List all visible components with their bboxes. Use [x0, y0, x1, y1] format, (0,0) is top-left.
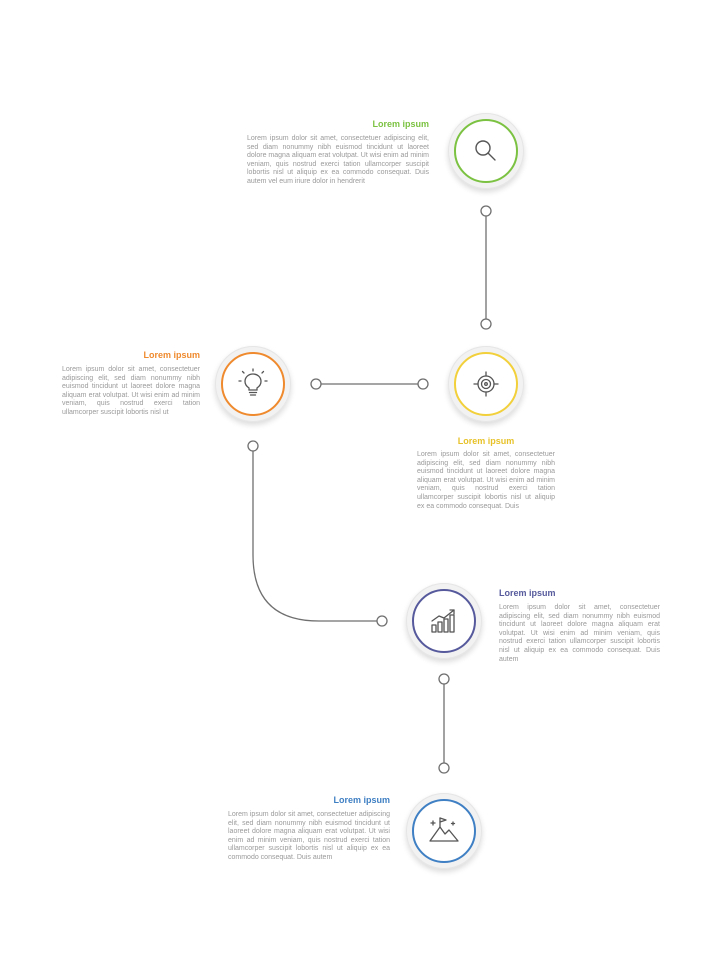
- step-1-node: [448, 113, 524, 189]
- connector-dot: [439, 763, 449, 773]
- step-5-description: Lorem ipsum dolor sit amet, consectetuer adipiscing elit, sed diam nonummy nibh euismod tincidunt ut laoreet dolore magna aliquam erat volutpat. Ut wisi enim ad minim veniam, quis nostrud exerci tation ullamcorper suscipit lobortis nisl ut aliquip ex ea commodo consequat. Duis autem: [228, 811, 390, 861]
- step-4-title: Lorem ipsum: [499, 588, 556, 598]
- step-2-node: [448, 346, 524, 422]
- step-1-title: Lorem ipsum: [372, 119, 429, 129]
- magnifier-icon: [469, 134, 503, 168]
- step-2-description: Lorem ipsum dolor sit amet, consectetuer adipiscing elit, sed diam nonummy nibh euismod tincidunt ut laoreet dolore magna aliquam erat volutpat. Ut wisi enim ad minim veniam, quis nostrud exerci tation ullamcorper suscipit lobortis nisl ut aliquip ex ea commodo consequat. Duis: [417, 451, 555, 510]
- connector-dot: [481, 319, 491, 329]
- step-4-description: Lorem ipsum dolor sit amet, consectetuer adipiscing elit, sed diam nonummy nibh euismod tincidunt ut laoreet dolore magna aliquam erat volutpat. Ut wisi enim ad minim veniam, quis nostrud exerci tation ullamcorper suscipit lobortis nisl ut aliquip ex ea commodo consequat. Duis autem: [499, 604, 660, 663]
- connector-dot: [439, 674, 449, 684]
- step-1-description: Lorem ipsum dolor sit amet, consectetuer adipiscing elit, sed diam nonummy nibh euismod tincidunt ut laoreet dolore magna aliquam erat volutpat. Ut wisi enim ad minim veniam, quis nostrud exerci tation ullamcorper suscipit lobortis nisl ut aliquip ex ea commodo consequat. Duis autem vel eum iriure dolor in hendrerit: [247, 135, 429, 185]
- connector-dot: [311, 379, 321, 389]
- mountain-flag-icon: [427, 814, 461, 848]
- step-3-node: [215, 346, 291, 422]
- connector-dot: [377, 616, 387, 626]
- step-4-node: [406, 583, 482, 659]
- step-2-text-block: [417, 436, 555, 511]
- connector-dot: [248, 441, 258, 451]
- growth-chart-icon: [427, 604, 461, 638]
- step-2-title: Lorem ipsum: [457, 436, 515, 446]
- connector-dot: [418, 379, 428, 389]
- step-4-text-block: [499, 588, 660, 664]
- step-1-text-block: [247, 119, 429, 187]
- step-5-text-block: [228, 795, 390, 863]
- connector-dot: [481, 206, 491, 216]
- target-icon: [469, 367, 503, 401]
- step-3-title: Lorem ipsum: [143, 350, 200, 360]
- step-3-description: Lorem ipsum dolor sit amet, consectetuer adipiscing elit, sed diam nonummy nibh euismod tincidunt ut laoreet dolore magna aliquam erat volutpat. Ut wisi enim ad minim veniam, quis nostrud exerci tation ullamcorper suscipit lobortis nisl ut: [62, 366, 200, 416]
- step-5-node: [406, 793, 482, 869]
- lightbulb-icon: [236, 367, 270, 401]
- step-5-title: Lorem ipsum: [333, 795, 390, 805]
- step-3-text-block: [62, 350, 200, 418]
- connector-3-4: [253, 451, 377, 621]
